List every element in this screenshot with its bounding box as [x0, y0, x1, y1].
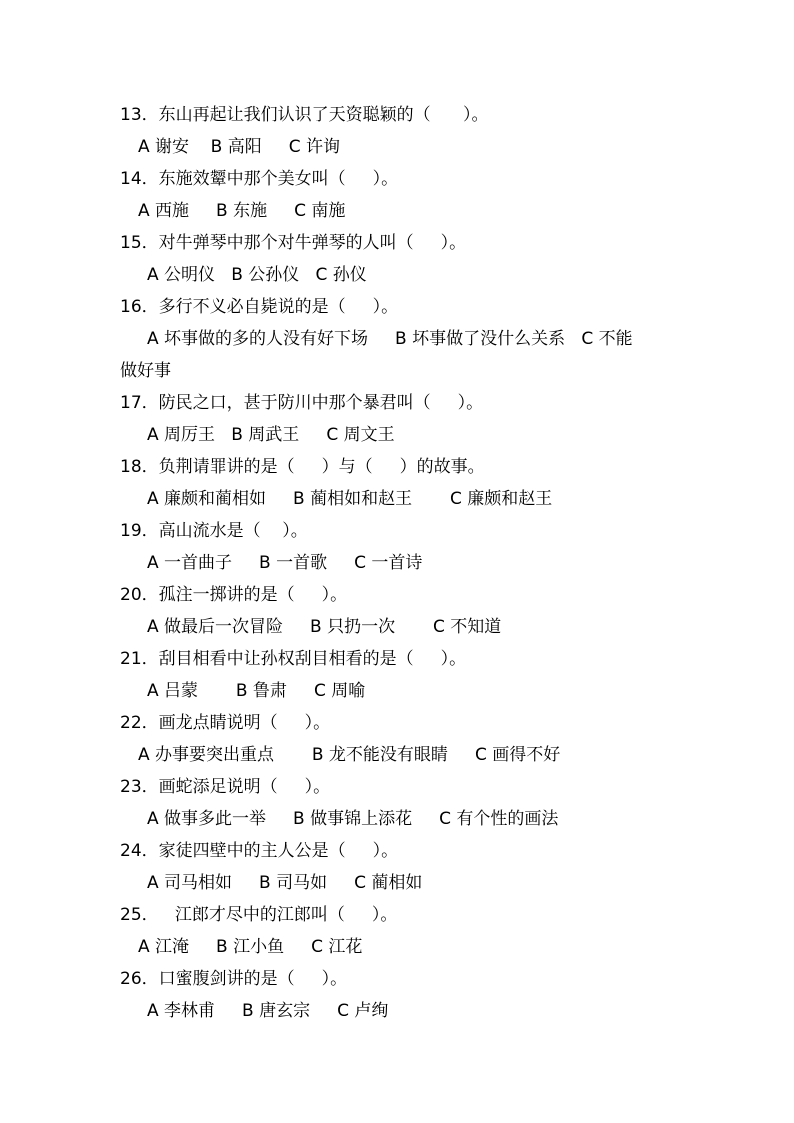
question-22: 22．画龙点睛说明（ ）。 [120, 713, 331, 733]
options-26: A 李林甫 B 唐玄宗 C 卢绚 [147, 1001, 389, 1021]
options-13: A 谢安 B 高阳 C 许询 [138, 137, 341, 157]
question-26: 26．口蜜腹剑讲的是（ ）。 [120, 969, 348, 989]
question-20: 20．孤注一掷讲的是（ ）。 [120, 585, 348, 605]
options-15: A 公明仪 B 公孙仪 C 孙仪 [147, 265, 367, 285]
question-14: 14．东施效颦中那个美女叫（ ）。 [120, 169, 399, 189]
options-22: A 办事要突出重点 B 龙不能没有眼睛 C 画得不好 [138, 745, 561, 765]
question-23: 23．画蛇添足说明（ ）。 [120, 777, 331, 797]
options-14: A 西施 B 东施 C 南施 [138, 201, 346, 221]
question-24: 24．家徒四壁中的主人公是（ ）。 [120, 841, 399, 861]
options-16: A 坏事做的多的人没有好下场 B 坏事做了没什么关系 C 不能 [147, 329, 633, 349]
question-16: 16．多行不义必自毙说的是（ ）。 [120, 297, 399, 317]
options-24: A 司马相如 B 司马如 C 蔺相如 [147, 873, 423, 893]
question-15: 15．对牛弹琴中那个对牛弹琴的人叫（ ）。 [120, 233, 467, 253]
options-19: A 一首曲子 B 一首歌 C 一首诗 [147, 553, 423, 573]
question-13: 13．东山再起让我们认识了天资聪颖的（ ）。 [120, 105, 489, 125]
options-20: A 做最后一次冒险 B 只扔一次 C 不知道 [147, 617, 502, 637]
options-18: A 廉颇和蔺相如 B 蔺相如和赵王 C 廉颇和赵王 [147, 489, 553, 509]
options-25: A 江淹 B 江小鱼 C 江花 [138, 937, 363, 957]
options-23: A 做事多此一举 B 做事锦上添花 C 有个性的画法 [147, 809, 559, 829]
question-17: 17．防民之口，甚于防川中那个暴君叫（ ）。 [120, 393, 484, 413]
options-16-continued: 做好事 [120, 361, 171, 381]
options-21: A 吕蒙 B 鲁肃 C 周喻 [147, 681, 366, 701]
question-21: 21．刮目相看中让孙权刮目相看的是（ ）。 [120, 649, 467, 669]
question-25: 25． 江郎才尽中的江郎叫（ ）。 [120, 905, 398, 925]
question-18: 18．负荆请罪讲的是（ ）与（ ）的故事。 [120, 457, 485, 477]
question-19: 19．高山流水是（ ）。 [120, 521, 308, 541]
options-17: A 周厉王 B 周武王 C 周文王 [147, 425, 395, 445]
